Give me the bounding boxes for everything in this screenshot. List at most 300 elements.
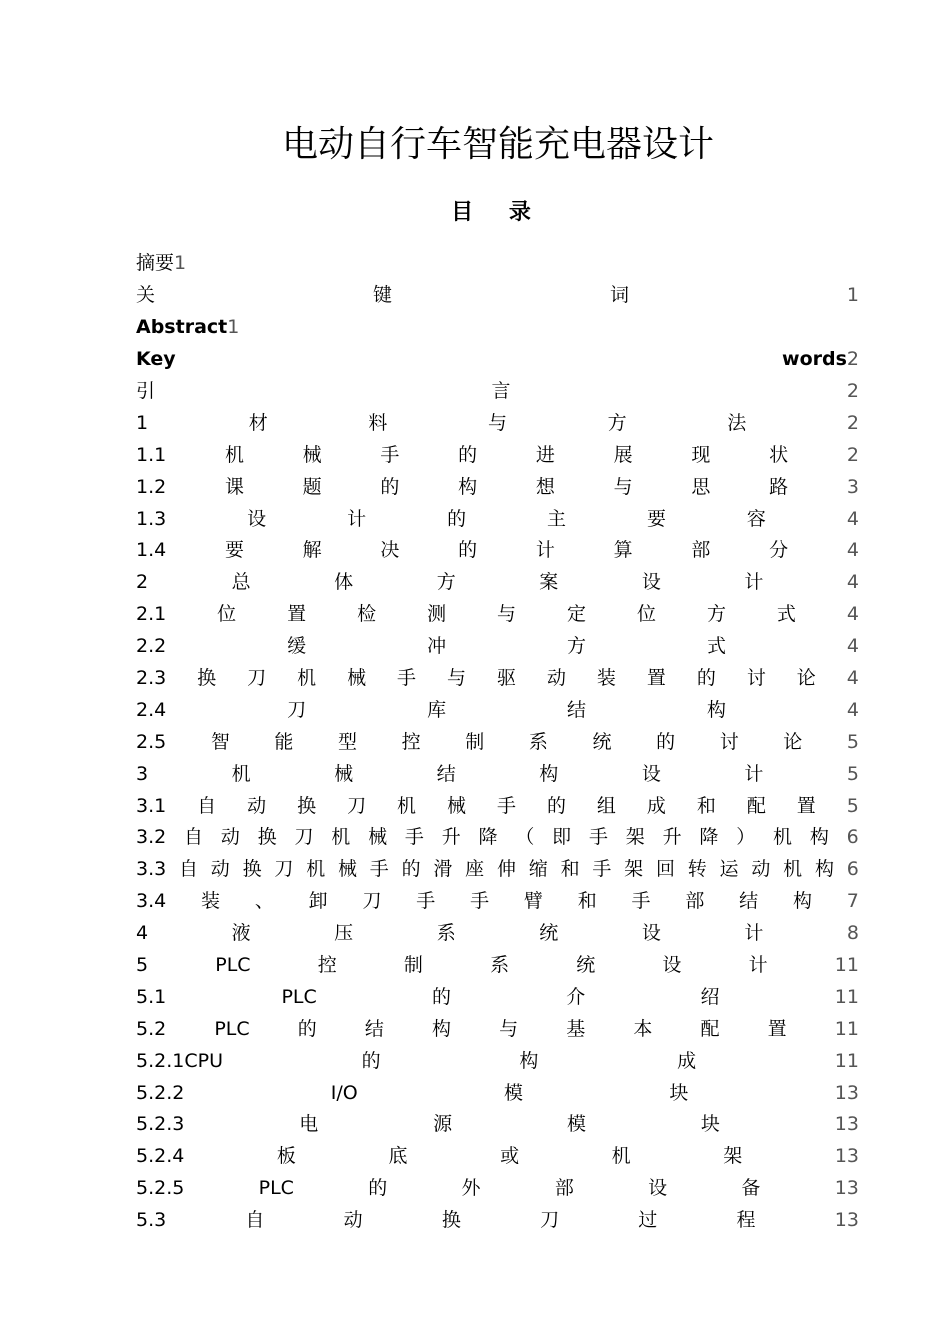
- toc-entry-text-part: 方: [567, 635, 587, 658]
- toc-entry-text-part: 主: [547, 507, 567, 530]
- toc-entry-text-part: 要: [224, 539, 244, 562]
- toc-entry-text-part: 组: [596, 794, 616, 817]
- toc-entry-text-part: 2: [136, 571, 149, 594]
- toc-entry: [136, 758, 859, 790]
- toc-entry-text-part: 总: [231, 571, 251, 594]
- toc-entry-page: 4: [846, 635, 859, 658]
- toc-entry-text-part: 与: [497, 603, 517, 626]
- toc-entry-text-part: 题: [302, 475, 322, 498]
- toc-entry-text-part: 手: [380, 443, 400, 466]
- toc-entry-text-part: 换: [297, 794, 317, 817]
- toc-entry-text-part: 刀: [294, 826, 314, 849]
- toc-entry-text-part: 刀: [274, 858, 294, 881]
- toc-entry-page: 5: [846, 794, 859, 817]
- toc-entry-text-part: 检: [357, 603, 377, 626]
- toc-entry-text-part: 械: [368, 826, 388, 849]
- toc-entry-text-part: 基: [566, 1017, 586, 1040]
- toc-entry-text-part: 手: [416, 890, 436, 913]
- toc-entry-text-part: 或: [500, 1145, 520, 1168]
- toc-entry-text-part: 1.1: [136, 443, 167, 466]
- toc-entry-text-part: 卸: [308, 890, 328, 913]
- toc-entry-text-part: 机: [611, 1145, 631, 1168]
- toc-entry-page: 4: [846, 698, 859, 721]
- toc-entry-text-part: 控: [401, 730, 421, 753]
- toc-entry-text-part: 键: [372, 284, 392, 307]
- toc-entry-text-part: 式: [706, 635, 726, 658]
- toc-entry-text-part: 计: [744, 922, 764, 945]
- toc-entry: [136, 663, 859, 695]
- toc-entry-page: 6: [846, 858, 859, 881]
- toc-entry-text-part: 5.1: [136, 985, 167, 1008]
- toc-entry-text-part: 底: [388, 1145, 408, 1168]
- toc-entry-page: 4: [846, 603, 859, 626]
- toc-entry: [136, 344, 859, 376]
- toc-entry-text-part: 装: [596, 667, 616, 690]
- toc-entry-text-part: 机: [231, 762, 251, 785]
- toc-entry-text-part: 板: [276, 1145, 296, 1168]
- toc-entry-text-part: 自: [245, 1209, 265, 1232]
- toc-entry-text-part: 言: [491, 380, 511, 402]
- toc-entry-text-part: 架: [723, 1145, 743, 1168]
- toc-entry-text-part: 定: [567, 603, 587, 626]
- toc-entry-page: 4: [846, 539, 859, 562]
- toc-entry-text-part: 块: [700, 1113, 720, 1136]
- toc-entry-page: 2: [846, 380, 859, 402]
- toc-entry-text-part: 械: [447, 794, 467, 817]
- toc-entry-text-part: 构: [792, 890, 812, 913]
- toc-entry-tail: [782, 350, 859, 369]
- toc-entry-text-part: 路: [769, 475, 789, 498]
- toc-entry-text-part: 分: [769, 539, 789, 562]
- toc-entry-text-part: 动: [546, 667, 566, 690]
- toc-entry-text-part: 介: [566, 985, 586, 1008]
- toc-entry-text-part: 降: [699, 826, 719, 849]
- toc-entry-text-part: 臂: [523, 890, 543, 913]
- toc-entry-text-part: 3.2: [136, 826, 167, 849]
- toc-entry: [136, 503, 859, 535]
- toc-entry-text-part: 刀: [287, 698, 307, 721]
- toc-entry-page: 13: [834, 1177, 859, 1200]
- toc-entry-text-part: 机: [224, 443, 244, 466]
- toc-entry-text-part: 课: [224, 475, 244, 498]
- toc-entry-text-part: 的: [447, 507, 467, 530]
- toc-entry-text-part: 决: [380, 539, 400, 562]
- toc-entry-page: 2: [846, 348, 859, 371]
- toc-entry-text-part: 部: [554, 1177, 574, 1200]
- toc-entry-text-part: 自: [184, 826, 204, 849]
- toc-entry: [136, 854, 859, 886]
- toc-entry-text-part: 备: [741, 1177, 761, 1200]
- toc-entry-page: 1: [227, 316, 240, 339]
- toc-entry-text-part: 设: [641, 922, 661, 945]
- toc-heading: 目 录: [451, 200, 545, 225]
- toc-entry-text-part: 液: [231, 922, 251, 945]
- toc-entry: [136, 631, 859, 663]
- toc-entry-text-part: 设: [641, 571, 661, 594]
- toc-entry-page: 2: [846, 411, 859, 434]
- toc-entry-text-part: 升: [441, 826, 461, 849]
- toc-entry-text-part: 绍: [700, 985, 720, 1008]
- toc-entry-text-part: 系: [436, 922, 456, 945]
- toc-entry: [136, 981, 859, 1013]
- toc-entry-text-part: 设: [648, 1177, 668, 1200]
- toc-entry-text-part: 部: [691, 539, 711, 562]
- toc-entry-text-part: 升: [662, 826, 682, 849]
- toc-entry: [136, 280, 859, 312]
- toc-entry: [136, 407, 859, 439]
- toc-entry-text-part: 机: [783, 858, 803, 881]
- toc-entry-text-part: 5.3: [136, 1209, 167, 1232]
- toc-entry-text-part: 配: [700, 1017, 720, 1040]
- toc-entry-text-part: 的: [401, 858, 421, 881]
- toc-entry-text-part: 5.2.5: [136, 1177, 185, 1200]
- toc-entry-page: 4: [846, 667, 859, 690]
- toc-entry-text-part: 2.2: [136, 635, 167, 658]
- toc-entry-text-part: 外: [461, 1177, 481, 1200]
- toc-entry-text-part: 状: [769, 443, 789, 466]
- toc-entry-text-part: 即: [552, 826, 572, 849]
- toc-entry: [136, 439, 859, 471]
- toc-entry-text-part: 法: [727, 411, 747, 434]
- toc-entry-text-part: 论: [796, 667, 816, 690]
- toc-entry-text-part: 的: [458, 443, 478, 466]
- toc-entry-text-part: 3.3: [136, 858, 167, 881]
- toc-entry-text-part: 机: [306, 858, 326, 881]
- toc-entry-text-part: 动: [751, 858, 771, 881]
- toc-entry-page: 3: [846, 475, 859, 498]
- toc-entry-text-part: 自: [179, 858, 199, 881]
- toc-entry-text-part: 5.2.4: [136, 1145, 185, 1168]
- toc-entry-text-part: 机: [773, 826, 793, 849]
- toc-entry-text-part: 的: [297, 1017, 317, 1040]
- toc-entry-text-part: 解: [302, 539, 322, 562]
- toc-entry-text-part: 展: [613, 443, 633, 466]
- toc-entry-page: 1: [174, 252, 187, 275]
- toc-entry-text-part: 制: [403, 954, 423, 977]
- toc-entry-text-part: 要: [646, 507, 666, 530]
- toc-entry-text-part: 电: [299, 1113, 319, 1136]
- toc-entry: [136, 1013, 859, 1045]
- toc-entry-text-part: 智: [210, 730, 230, 753]
- toc-entry: [136, 918, 859, 950]
- toc-entry-text-part: 机: [297, 667, 317, 690]
- toc-entry-text-part: 构: [458, 475, 478, 498]
- toc-entry-text-part: 构: [814, 858, 834, 881]
- toc-entry-text-part: 手: [404, 826, 424, 849]
- toc-entry-text-part: 5.2.3: [136, 1113, 185, 1136]
- toc-entry-text-part: 械: [347, 667, 367, 690]
- toc-entry-text-part: 运: [719, 858, 739, 881]
- toc-entry-text-part: 械: [302, 443, 322, 466]
- toc-entry-text-part: 的: [368, 1177, 388, 1200]
- toc-entry-text-part: 思: [691, 475, 711, 498]
- toc-entry-text-part: 设: [247, 507, 267, 530]
- toc-entry-text-part: 计: [744, 762, 764, 785]
- toc-entry-page: 13: [834, 1113, 859, 1136]
- toc-entry-text-part: 动: [247, 794, 267, 817]
- toc-entry-text-part: 5.2: [136, 1017, 167, 1040]
- toc-entry-text-part: 方: [436, 571, 456, 594]
- toc-entry-text-part: 设: [641, 762, 661, 785]
- toc-entry: [136, 471, 859, 503]
- toc-entry: [136, 312, 859, 344]
- toc-entry-text-part: 关: [136, 284, 156, 307]
- toc-entry-text-part: 位: [217, 603, 237, 626]
- toc-entry-page: 13: [834, 1081, 859, 1104]
- toc-entry-text-part: PLC: [258, 1177, 294, 1200]
- toc-entry-text-part: 回: [655, 858, 675, 881]
- toc-entry-page: 13: [834, 1145, 859, 1168]
- toc-entry-text-part: 进: [535, 443, 555, 466]
- toc-entry-text-part: 降: [478, 826, 498, 849]
- toc-entry-text-part: 与: [613, 475, 633, 498]
- toc-entry-page: 11: [834, 1049, 859, 1072]
- toc-entry-text-part: 方: [607, 411, 627, 434]
- toc-entry-text-part: 3: [136, 762, 149, 785]
- toc-entry-text-part: 的: [656, 730, 676, 753]
- toc-entry-text-part: 置: [646, 667, 666, 690]
- toc-entry-text-part: 的: [546, 794, 566, 817]
- toc-entry-text-part: 的: [458, 539, 478, 562]
- toc-entry-text-part: 与: [487, 411, 507, 434]
- toc-entry-text-part: 讨: [746, 667, 766, 690]
- toc-entry: [136, 599, 859, 631]
- toc-entry-text-part: 程: [736, 1209, 756, 1232]
- toc-entry-text-part: 刀: [540, 1209, 560, 1232]
- toc-entry-text-part: 手: [496, 794, 516, 817]
- toc-entry-text-part: 计: [748, 954, 768, 977]
- toc-entry: [136, 822, 859, 854]
- toc-entry-page: 11: [834, 985, 859, 1008]
- toc-entry-text-part: 模: [504, 1081, 524, 1104]
- toc-entry-text-part: 缩: [528, 858, 548, 881]
- toc-entry-text-part: 手: [397, 667, 417, 690]
- toc-entry-text-part: 统: [592, 730, 612, 753]
- toc-entry-text-part: 位: [636, 603, 656, 626]
- toc-entry-text-part: 换: [242, 858, 262, 881]
- toc-entry-text-part: 动: [343, 1209, 363, 1232]
- toc-entry: [136, 1173, 859, 1205]
- toc-entry: [136, 886, 859, 918]
- toc-entry-text-part: 2.3: [136, 667, 167, 690]
- toc-entry-text-part: words: [782, 348, 847, 371]
- toc-entry-text-part: 1.2: [136, 475, 167, 498]
- toc-entry-page: 11: [834, 1017, 859, 1040]
- toc-entry-text-part: 与: [447, 667, 467, 690]
- toc-entry-text-part: 驱: [496, 667, 516, 690]
- toc-entry-text-part: 引: [136, 380, 156, 402]
- toc-entry-text-part: 构: [706, 698, 726, 721]
- toc-entry-text-part: 2.5: [136, 730, 167, 753]
- toc-entry-page: 7: [846, 890, 859, 913]
- toc-entry-page: 1: [846, 284, 859, 307]
- toc-entry-text-part: 的: [361, 1049, 381, 1072]
- toc-entry: [136, 376, 859, 408]
- toc-entry-text-part: 架: [625, 826, 645, 849]
- toc-entry-text: 摘要: [136, 252, 175, 275]
- toc-entry-page: 5: [846, 730, 859, 753]
- toc-entry-text-part: 体: [334, 571, 354, 594]
- toc-entry-text-part: 计: [744, 571, 764, 594]
- toc-entry-text-part: 5.2.2: [136, 1081, 185, 1104]
- toc-entry: [136, 1141, 859, 1173]
- toc-entry-text-part: 制: [465, 730, 485, 753]
- toc-entry-text-part: 算: [613, 539, 633, 562]
- toc-entry: [136, 567, 859, 599]
- toc-entry-text-part: 材: [248, 411, 268, 434]
- toc-entry-text-part: 3.1: [136, 794, 167, 817]
- toc-entry-text-part: 和: [696, 794, 716, 817]
- toc-entry: [136, 694, 859, 726]
- toc-entry-text-part: 换: [197, 667, 217, 690]
- toc-entry: [136, 1077, 859, 1109]
- toc-entry-text-part: 、: [254, 890, 274, 913]
- toc-entry-text: Abstract: [136, 316, 228, 339]
- toc-entry-text-part: 置: [767, 1017, 787, 1040]
- toc-entry-text-part: Key: [136, 348, 176, 371]
- toc-entry-page: 2: [846, 443, 859, 466]
- toc-entry-text-part: PLC: [281, 985, 317, 1008]
- toc-entry-text-part: 2.4: [136, 698, 167, 721]
- toc-entry-text-part: （: [515, 826, 535, 849]
- toc-entry-text-part: I/O: [330, 1081, 358, 1104]
- toc-entry: [136, 1045, 859, 1077]
- toc-entry-page: 4: [846, 571, 859, 594]
- toc-entry-text-part: 架: [624, 858, 644, 881]
- toc-entry-text-part: 统: [576, 954, 596, 977]
- toc-entry-text-part: 系: [490, 954, 510, 977]
- toc-entry-text-part: 机: [397, 794, 417, 817]
- toc-entry-page: 13: [834, 1209, 859, 1232]
- toc-entry-text-part: 式: [776, 603, 796, 626]
- toc-entry-text-part: 能: [274, 730, 294, 753]
- toc-entry-text-part: 刀: [247, 667, 267, 690]
- toc-entry: [136, 1205, 859, 1237]
- toc-entry-text-part: 手: [631, 890, 651, 913]
- toc-entry-text-part: 讨: [719, 730, 739, 753]
- toc-entry-text-part: 换: [441, 1209, 461, 1232]
- toc-entry-page: 11: [834, 954, 859, 977]
- toc-entry-text-part: 结: [364, 1017, 384, 1040]
- toc-entry-text-part: 结: [739, 890, 759, 913]
- toc-entry-text-part: 控: [317, 954, 337, 977]
- toc-entry-text-part: 库: [427, 698, 447, 721]
- toc-entry-text-part: 想: [535, 475, 555, 498]
- document-title: 电动自行车智能充电器设计: [281, 124, 714, 165]
- toc-entry-text-part: 型: [338, 730, 358, 753]
- toc-entry-text-part: 1.4: [136, 539, 167, 562]
- toc-entry-text-part: 和: [560, 858, 580, 881]
- toc-entry-text-part: 转: [687, 858, 707, 881]
- toc-entry-text-part: 模: [567, 1113, 587, 1136]
- toc-entry-text-part: 的: [432, 985, 452, 1008]
- toc-entry-text-part: 的: [380, 475, 400, 498]
- toc-entry-text-part: 手: [369, 858, 389, 881]
- toc-entry-text-part: 手: [592, 858, 612, 881]
- toc-entry-text-part: 置: [796, 794, 816, 817]
- toc-entry-text-part: 过: [638, 1209, 658, 1232]
- toc-entry-text-part: 械: [334, 762, 354, 785]
- toc-entry-text-part: 5.2.1CPU: [136, 1049, 223, 1072]
- toc-entry-text-part: 4: [136, 922, 149, 945]
- toc-entry-text-part: 机: [331, 826, 351, 849]
- toc-entry-text-part: 缓: [287, 635, 307, 658]
- toc-entry-text-part: PLC: [215, 954, 251, 977]
- toc-entry-text-part: 1.3: [136, 507, 167, 530]
- toc-entry-text-part: 换: [257, 826, 277, 849]
- toc-entry-text-part: 测: [427, 603, 447, 626]
- toc-entry-text-part: 成: [646, 794, 666, 817]
- toc-entry-text-part: 部: [685, 890, 705, 913]
- toc-entry-text-part: 的: [696, 667, 716, 690]
- toc-entry-text-part: 自: [197, 794, 217, 817]
- toc-entry-text-part: 系: [528, 730, 548, 753]
- toc-entry-text-part: 构: [809, 826, 829, 849]
- toc-entry-text-part: 设: [662, 954, 682, 977]
- toc-entry-text-part: 与: [499, 1017, 519, 1040]
- toc-entry-text-part: 结: [436, 762, 456, 785]
- toc-entry-text-part: 块: [669, 1081, 689, 1104]
- toc-entry-text-part: 座: [465, 858, 485, 881]
- toc-entry-text-part: 1: [136, 411, 149, 434]
- toc-entry-text-part: 置: [287, 603, 307, 626]
- toc-entry-text-part: 源: [433, 1113, 453, 1136]
- toc-entry-text-part: 动: [210, 858, 230, 881]
- toc-entry-text-part: 滑: [433, 858, 453, 881]
- toc-entry-page: 6: [846, 826, 859, 849]
- toc-entry-text-part: 5: [136, 954, 149, 977]
- toc-entry-text-part: 伸: [496, 858, 516, 881]
- toc-entry-text-part: 料: [368, 411, 388, 434]
- toc-entry: [136, 726, 859, 758]
- toc-entry-text-part: 配: [746, 794, 766, 817]
- toc-entry: [136, 1109, 859, 1141]
- toc-entry: [136, 248, 859, 280]
- toc-entry-text-part: 2.1: [136, 603, 167, 626]
- toc-entry-text-part: 统: [539, 922, 559, 945]
- toc-entry-text-part: 论: [783, 730, 803, 753]
- toc-entry-page: 5: [846, 762, 859, 785]
- toc-entry-text-part: 压: [334, 922, 354, 945]
- toc-entry-text-part: 结: [567, 698, 587, 721]
- toc-entry-text-part: 动: [220, 826, 240, 849]
- toc-entry-text-part: 刀: [347, 794, 367, 817]
- toc-entry-text-part: ）: [736, 826, 756, 849]
- toc-entry-text-part: 手: [588, 826, 608, 849]
- toc-entry-text-part: 构: [519, 1049, 539, 1072]
- toc-entry: [136, 535, 859, 567]
- toc-entry-text-part: 案: [539, 571, 559, 594]
- toc-entry-text-part: 词: [609, 284, 629, 307]
- toc-entry-text-part: 计: [535, 539, 555, 562]
- toc-entry-text-part: 3.4: [136, 890, 167, 913]
- toc-entry-text-part: 装: [201, 890, 221, 913]
- toc-entry-text-part: PLC: [214, 1017, 250, 1040]
- table-of-contents: [136, 248, 859, 1237]
- toc-entry-text-part: 方: [706, 603, 726, 626]
- toc-entry-text-part: 构: [539, 762, 559, 785]
- toc-entry-text-part: 手: [470, 890, 490, 913]
- toc-entry-page: 8: [846, 922, 859, 945]
- toc-entry-text-part: 现: [691, 443, 711, 466]
- toc-entry-text-part: 容: [746, 507, 766, 530]
- toc-entry: [136, 950, 859, 982]
- toc-entry-text-part: 成: [677, 1049, 697, 1072]
- toc-entry-text-part: 和: [577, 890, 597, 913]
- toc-entry-text-part: 械: [337, 858, 357, 881]
- toc-entry-page: 4: [846, 507, 859, 530]
- toc-entry-text-part: 刀: [362, 890, 382, 913]
